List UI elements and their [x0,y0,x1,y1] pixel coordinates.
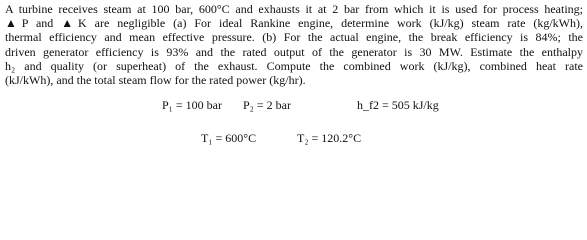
problem-statement [5,2,583,87]
given-hf2: h_f2 = 505 kJ/kg [357,98,439,112]
given-t2: T₂ = 120.2°C [297,131,362,145]
problem-line-3: thermal efficiency and mean effective pressure. (b) For the actual engine, the break efficiency is 84%; the [5,30,583,45]
problem-line-4: driven generator efficiency is 93% and the rated output of the generator is 30 MW. Estimate the enthalpy [5,44,583,59]
problem-line-6: (kJ/kWh), and the total steam flow for the rated power (kg/hr). [5,73,306,88]
problem-line-2: ▲P and ▲K are negligible (a) For ideal Rankine engine, determine work (kJ/kg) steam rate (kg/kWh), [5,16,583,31]
problem-line-5: h₂ and quality (or superheat) of the exhaust. Compute the combined work (kJ/kg), combined heat rate [5,58,583,73]
problem-line-1: A turbine receives steam at 100 bar, 600°C and exhausts it at 2 bar from which it is used for process heating; [5,2,583,16]
given-p1: P₁ = 100 bar [162,98,222,112]
given-t1: T₁ = 600°C [201,131,257,145]
given-p2: P₂ = 2 bar [243,98,291,112]
